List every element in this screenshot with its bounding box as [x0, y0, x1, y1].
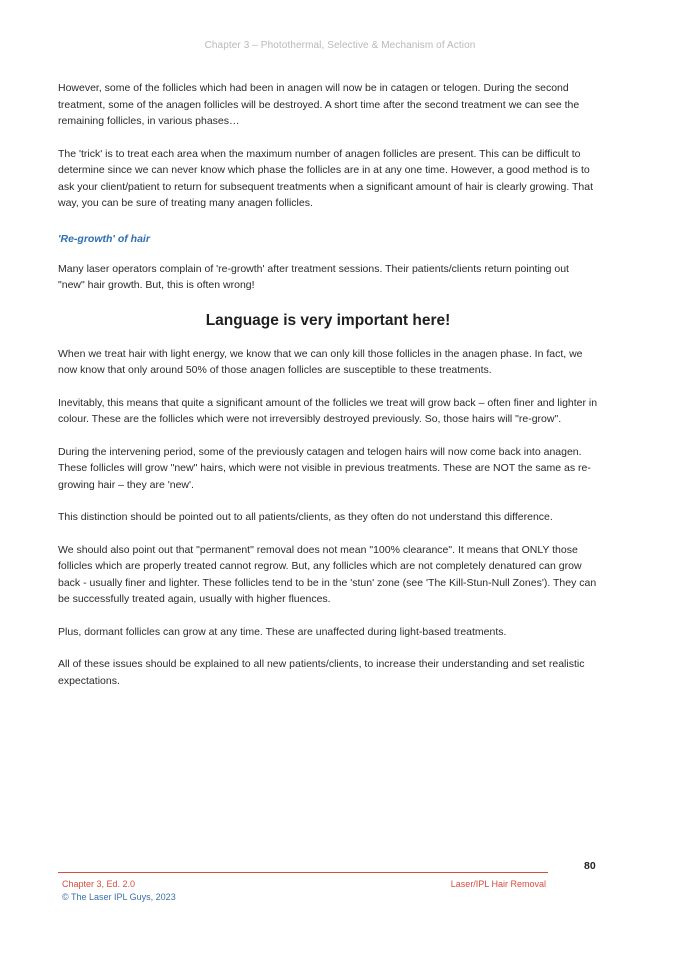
- paragraph: When we treat hair with light energy, we know that we can only kill those follicles in the anagen phase. In fact, we now know that only around 50% of those anagen follicles are susceptible to these treatments.: [58, 347, 583, 376]
- section-intro: Many laser operators complain of 're-growth' after treatment sessions. Their patients/clients return pointing out "new" hair growth. But, this is often wrong!: [58, 262, 569, 291]
- paragraph: This distinction should be pointed out to all patients/clients, as they often do not understand this difference.: [58, 511, 553, 523]
- running-header: Chapter 3 – Photothermal, Selective & Mechanism of Action: [204, 40, 476, 51]
- footer-copyright: © The Laser IPL Guys, 2023: [62, 892, 176, 902]
- paragraph: Inevitably, this means that quite a significant amount of the follicles we treat will grow back – often finer and lighter in colour. These are the follicles which were not irreversibly destroyed previously. So, those hairs will "re-grow".: [58, 396, 598, 425]
- section-heading: 'Re-growth' of hair: [58, 232, 150, 245]
- page-body: [58, 80, 598, 705]
- callout-heading: Language is very important here!: [205, 311, 451, 329]
- footer-book-title: Laser/IPL Hair Removal: [450, 879, 546, 889]
- paragraph: However, some of the follicles which had been in anagen will now be in catagen or telogen. During the second treatment, some of the anagen follicles will be destroyed. A short time after the second treatment we can see the remaining follicles, in various phases…: [58, 82, 580, 127]
- footer-divider: [58, 872, 548, 873]
- page-number: 80: [584, 860, 596, 872]
- paragraph: The 'trick' is to treat each area when the maximum number of anagen follicles are present. This can be difficult to determine since we can never know which phase the follicles are in at any one time. However, a good method is to ask your client/patient to return for subsequent treatments when a significant amount of hair is clearly growing. That way, you can be sure of treating many anagen follicles.: [58, 147, 594, 209]
- paragraph: During the intervening period, some of the previously catagen and telogen hairs will now come back into anagen. These follicles will grow "new" hairs, which were not visible in previous treatments. These are NOT the same as re-growing hair – they are 'new'.: [58, 445, 591, 491]
- footer-left: [62, 878, 176, 904]
- paragraph: We should also point out that "permanent" removal does not mean "100% clearance". It means that ONLY those follicles which are properly treated cannot regrow. But, any follicles which are not completely denatured can grow back - usually finer and lighter. These follicles tend to be in the 'stun' zone (see 'The Kill-Stun-Null Zones'). They can be successfully treated again, usually with higher fluences.: [58, 543, 597, 605]
- paragraph: Plus, dormant follicles can grow at any time. These are unaffected during light-based treatments.: [58, 625, 507, 638]
- paragraph: All of these issues should be explained to all new patients/clients, to increase their understanding and set realistic expectations.: [58, 658, 585, 687]
- footer-chapter-edition: Chapter 3, Ed. 2.0: [62, 879, 136, 889]
